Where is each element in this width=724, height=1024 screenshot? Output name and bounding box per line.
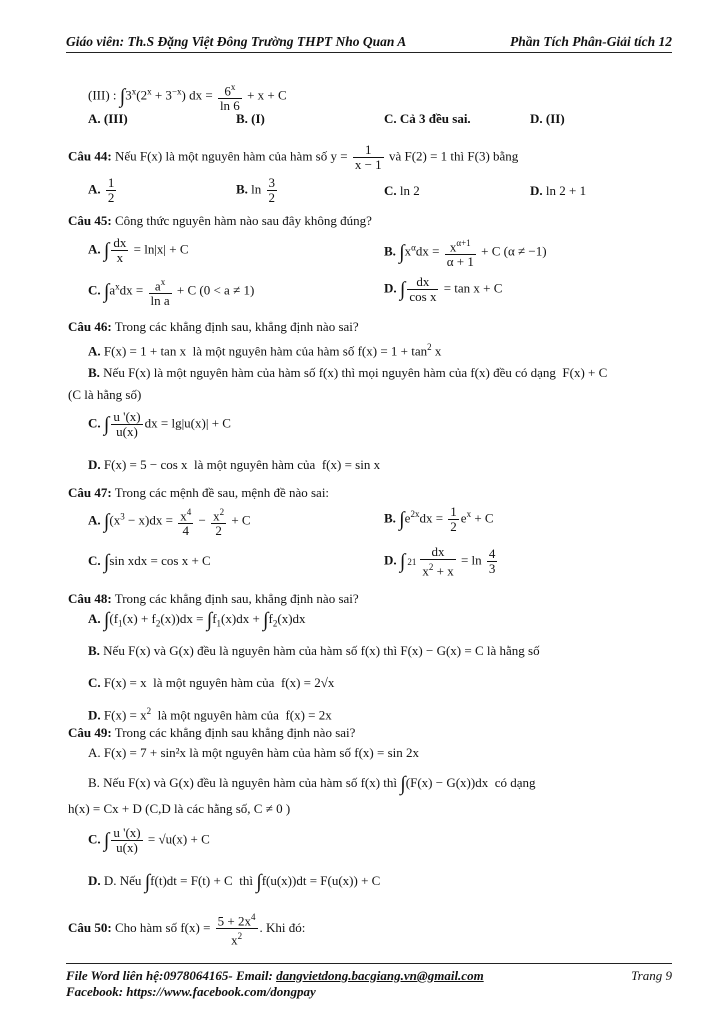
q43-answer-b[interactable]: B. (I) (236, 111, 265, 126)
q50-question: Câu 50: Cho hàm số f(x) = $\frac{5 + 2x^4}{x^2}$ . Khi đó: (68, 912, 306, 948)
q44-answer-c[interactable]: C. ln 2 (384, 183, 420, 198)
q45-answer-a[interactable]: A. ∫ $\frac{dx}{x}$ = ln|x| + C (88, 235, 189, 265)
page-header (66, 30, 672, 53)
q43-answer-d[interactable]: D. (II) (530, 111, 565, 126)
q48-answer-b[interactable]: B. Nếu F(x) và G(x) đều là nguyên hàm của hàm số f(x) thì F(x) − G(x) = C là hằng số (88, 643, 540, 658)
q46-answer-b-note: (C là hằng số) (68, 387, 142, 402)
q47-answer-b[interactable]: B. $\int e^{2x}dx$ = $\frac{1}{2}$ $e^x + C$ (384, 504, 494, 534)
q45-answer-c[interactable]: C. $\int a^xdx$ = $\frac{a^x}{\text{ln a}}$ + C (0 < a ≠ 1) (88, 277, 255, 309)
q49-question: Câu 49: Trong các khẳng định sau khẳng định nào sai? (68, 725, 356, 740)
q44-question: Câu 44: Nếu F(x) là một nguyên hàm của hàm số y = $\frac{1}{x - 1}$ và F(2) = 1 thì F(3) bằng (68, 142, 519, 172)
q45-question: Câu 45: Công thức nguyên hàm nào sau đây không đúng? (68, 213, 372, 228)
q46-answer-c[interactable]: C. ∫ $\frac{u '(x)}{u(x)}$ dx = lg|u(x)| + C (88, 409, 231, 439)
q46-answer-b[interactable]: B. Nếu F(x) là một nguyên hàm của hàm số f(x) thì mọi nguyên hàm của f(x) đều có dạng F(x) + C (88, 365, 608, 380)
q43-option-iii: (III) : $\int 3^x(2^x + 3^{-x})$ dx = $\frac{6^x}{\ln 6}$ + x + C (88, 82, 287, 114)
q46-question: Câu 46: Trong các khẳng định sau, khẳng định nào sai? (68, 319, 359, 334)
q45-answer-d[interactable]: D. ∫ $\frac{dx}{\text{cos x}}$ = tan x + C (384, 274, 503, 304)
q47-question: Câu 47: Trong các mệnh đề sau, mệnh đề nào sai: (68, 485, 330, 500)
header-right: Phần Tích Phân-Giải tích 12 (509, 34, 672, 49)
page-footer: File Word liên hệ:0978064165- Email: dangvietdong.bacgiang.vn@gmail.com Facebook: https://www.facebook.com/dongpay Trang 9 (66, 963, 672, 1000)
q49-answer-c[interactable]: C. ∫ $\frac{u '(x)}{u(x)}$ = √u(x) + C (88, 825, 210, 855)
footer-email[interactable]: dangvietdong.bacgiang.vn@gmail.com (276, 968, 484, 983)
q49-answer-b-note: h(x) = Cx + D (C,D là các hằng số, C ≠ 0 ) (68, 801, 291, 816)
q49-answer-a[interactable]: A. F(x) = 7 + sin²x là một nguyên hàm của hàm số f(x) = sin 2x (88, 745, 419, 760)
q49-answer-b[interactable]: B. Nếu F(x) và G(x) đều là nguyên hàm của hàm số f(x) thì ∫(F(x) − G(x))dx có dạng (88, 773, 536, 796)
q47-answer-d[interactable]: D. ∫ 21 $\frac{dx}{x^2 + x}$ = ln $\frac{4}{3}$ (384, 544, 496, 579)
page-number: Trang 9 (631, 968, 672, 983)
q48-answer-a[interactable]: A. $\int(f_1(x) + f_2(x))dx = \int f_1(x)dx + \int f_2(x)dx$ (88, 609, 306, 632)
q45-answer-b[interactable]: B. $\int x^\alpha dx$ = $\frac{x^{\alpha+1}}{\alpha + 1}$ + C (α ≠ −1) (384, 238, 547, 270)
q43-answer-a[interactable]: A. (III) (88, 111, 128, 126)
q44-answer-d[interactable]: D. ln 2 + 1 (530, 183, 587, 198)
q47-answer-a[interactable]: A. $\int(x^3 - x)dx$ = $\frac{x^4}{4}$ − $\frac{x^2}{2}$ + C (88, 507, 251, 539)
q44-answer-a[interactable]: A. $\frac{1}{2}$ (88, 175, 115, 205)
q48-answer-c[interactable]: C. F(x) = x là một nguyên hàm của f(x) = 2√x (88, 675, 335, 690)
q48-answer-d[interactable]: D. $F(x) = x^2$ là một nguyên hàm của f(x) = 2x (88, 706, 332, 723)
q48-question: Câu 48: Trong các khẳng định sau, khẳng định nào sai? (68, 591, 359, 606)
q46-answer-d[interactable]: D. F(x) = 5 − cos x là một nguyên hàm của f(x) = sin x (88, 457, 381, 472)
q43-answer-c[interactable]: C. Cả 3 đều sai. (384, 111, 471, 126)
footer-facebook: Facebook: https://www.facebook.com/dongpay (66, 984, 316, 999)
q44-answer-b[interactable]: B. ln $\frac{3}{2}$ (236, 175, 276, 205)
q47-answer-c[interactable]: C. ∫sin xdx = cos x + C (88, 551, 211, 574)
header-left: Giáo viên: Th.S Đặng Việt Đông Trường THPT Nho Quan A (66, 34, 407, 49)
q49-answer-d[interactable]: D. D. Nếu ∫f(t)dt = F(t) + C thì ∫f(u(x))dt = F(u(x)) + C (88, 871, 381, 894)
q46-answer-a[interactable]: A. F(x) = 1 + tan x là một nguyên hàm của hàm số $f(x) = 1 + \tan^2 x$ (88, 342, 442, 359)
